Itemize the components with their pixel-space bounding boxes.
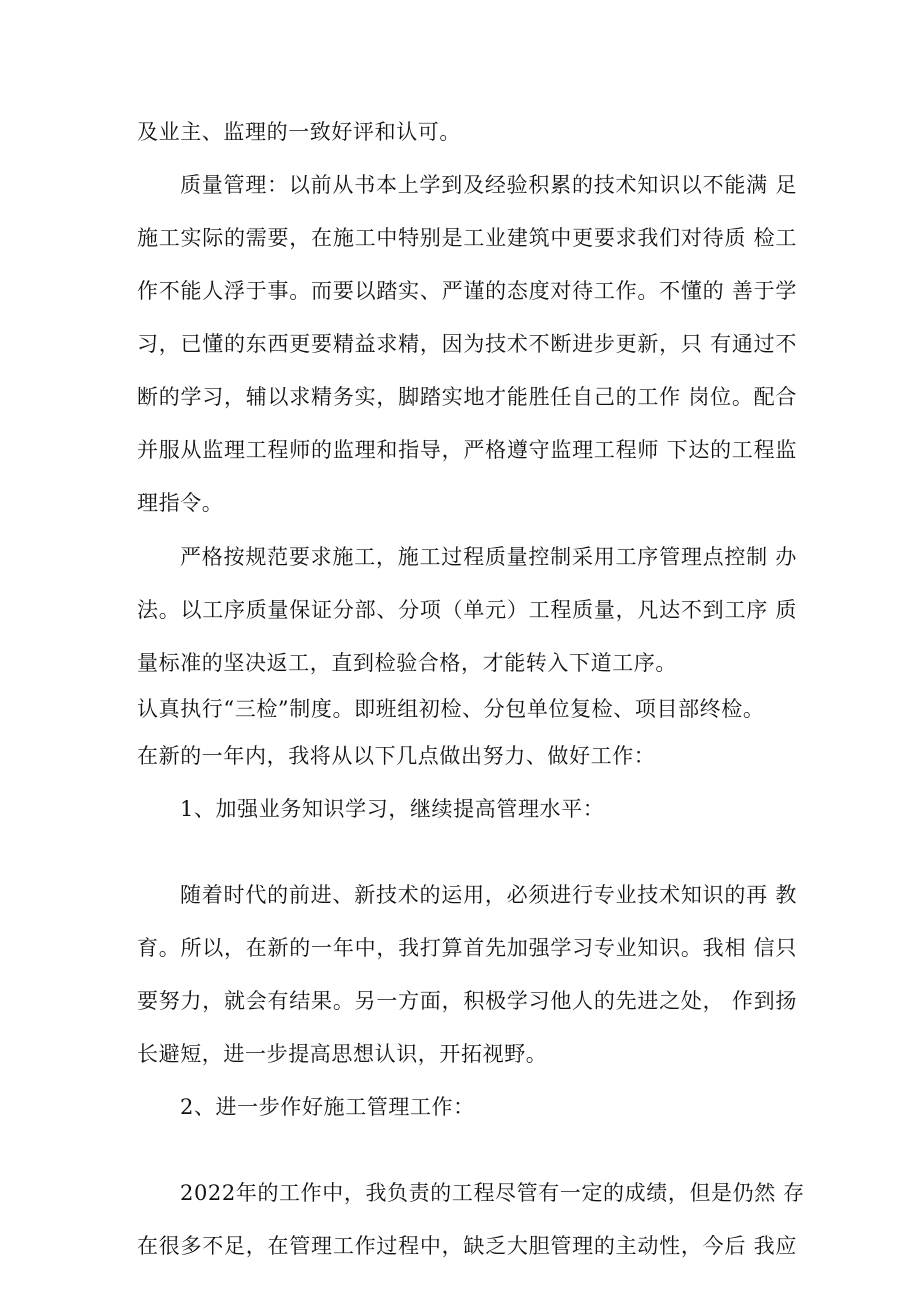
text-line: 在新的一年内，我将从以下几点做出努力、做好工作： [137, 744, 656, 768]
text-line: 作不能人浮于事。而要以踏实、严谨的态度对待工作。不懂的 善于学 [137, 279, 797, 303]
text-line: 理指令。 [137, 491, 224, 515]
section-heading: 1、加强业务知识学习，继续提高管理水平： [180, 797, 605, 821]
text-line: 施工实际的需要，在施工中特别是工业建筑中更要求我们对待质 检工 [137, 226, 797, 250]
text-line: 长避短，进一步提高思想认识，开拓视野。 [137, 1042, 548, 1066]
text-line: 量标准的坚决返工，直到检验合格，才能转入下道工序。 [137, 651, 677, 675]
text-line: 并服从监理工程师的监理和指导，严格遵守监理工程师 下达的工程监 [137, 438, 797, 462]
text-line: 及业主、监理的一致好评和认可。 [137, 120, 461, 144]
text-line: 育。所以，在新的一年中，我打算首先加强学习专业知识。我相 信只 [137, 936, 797, 960]
text-line: 断的学习，辅以求精务实，脚踏实地才能胜任自己的工作 岗位。配合 [137, 385, 797, 409]
text-line: 认真执行“三检”制度。即班组初检、分包单位复检、项目部终检。 [137, 697, 765, 721]
text-line: 在很多不足，在管理工作过程中，缺乏大胆管理的主动性，今后 我应 [137, 1234, 797, 1258]
paragraph-first-line: 质量管理：以前从书本上学到及经验积累的技术知识以不能满 足 [180, 173, 797, 197]
text-line: 法。以工序质量保证分部、分项（单元）工程质量，凡达不到工序 质 [137, 598, 797, 622]
section-heading: 2、进一步作好施工管理工作： [180, 1095, 475, 1119]
text-line: 要努力，就会有结果。另一方面，积极学习他人的先进之处， 作到扬 [137, 989, 797, 1013]
text-line: 习，已懂的东西更要精益求精，因为技术不断进步更新，只 有通过不 [137, 332, 797, 356]
paragraph-first-line: 严格按规范要求施工，施工过程质量控制采用工序管理点控制 办 [180, 545, 797, 569]
paragraph-first-line: 2022年的工作中，我负责的工程尽管有一定的成绩，但是仍然 存 [180, 1181, 805, 1205]
paragraph-first-line: 随着时代的前进、新技术的运用，必须进行专业技术知识的再 教 [180, 883, 797, 907]
